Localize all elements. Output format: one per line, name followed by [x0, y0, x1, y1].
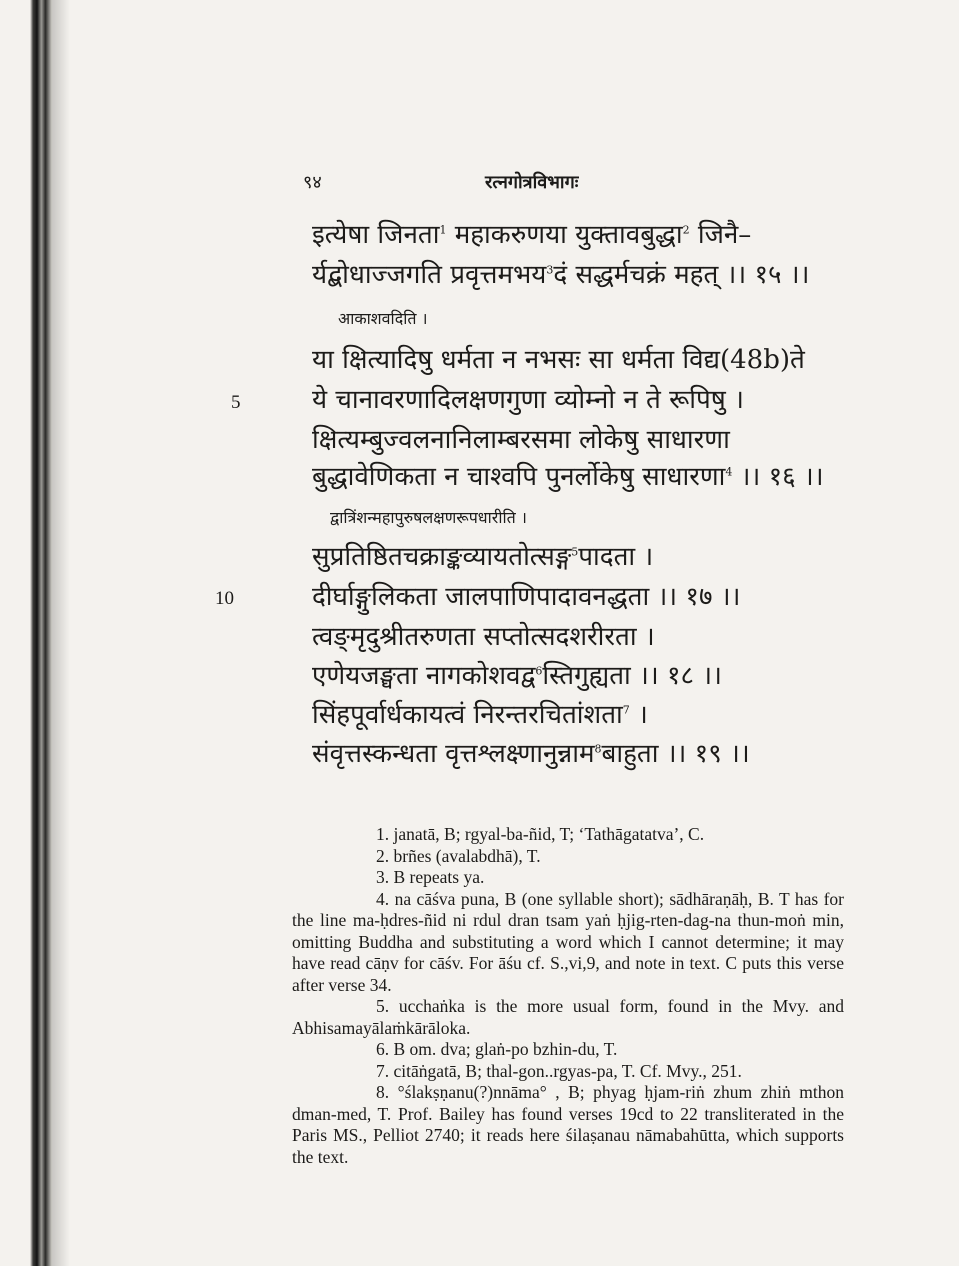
verse-line: र्यद्बोधाज्जगति प्रवृत्तमभय$^3$दं सद्धर्मचक्रं महत् ।। १५ ।।	[312, 260, 810, 290]
footnote: 2. brñes (avalabdhā), T.	[376, 845, 541, 866]
page-number: ९४	[303, 172, 322, 193]
page-header	[0, 170, 959, 200]
verse-line: या क्षित्यादिषु धर्मता न नभसः सा धर्मता विद्य(48b)ते	[312, 345, 805, 375]
margin-line-number: 5	[231, 392, 241, 413]
footnote: 4. na cāśva puna, B (one syllable short); sādhāraṇāḥ, B. T has for the line ma-ḥdres-ñid ni rdul dran tsam yaṅ ḥjig-rten-dag-na thun-moṅ min, omitting Buddha and substituting a word which I cannot determine; it may have read cāṇv for cāśv. For āśu cf. S.,vi,9, and note in text. C puts this verse after verse 34.	[292, 888, 844, 995]
footnote: 7. citāṅgatā, B; thal-gon..rgyas-pa, T. Cf. Mvy., 251.	[376, 1060, 742, 1081]
footnote: 6. B om. dva; glaṅ-po bzhin-du, T.	[376, 1039, 618, 1059]
margin-line-number: 10	[215, 588, 234, 609]
section-heading: आकाशवदिति ।	[338, 309, 428, 328]
verse-line: सुप्रतिष्ठितचक्राङ्कव्यायतोत्सङ्ग$^5$पादता ।	[312, 542, 654, 572]
footnote: 5. ucchaṅka is the more usual form, found in the Mvy. and Abhisamayālaṁkārāloka.	[292, 996, 844, 1038]
footnote: 3. B repeats ya.	[376, 867, 485, 887]
footnote: 1. janatā, B; rgyal-ba-ñid, T; ‘Tathāgatatva’, C.	[376, 824, 705, 844]
verse-line: संवृत्तस्कन्धता वृत्तश्लक्ष्णानुन्नाम$^8$बाहुता ।। १९ ।।	[312, 739, 750, 769]
footnotes	[292, 824, 844, 1168]
verse-line: इत्येषा जिनता$^1$ महाकरुणया युक्तावबुद्धा$^2$ जिनै–	[312, 220, 752, 250]
section-heading: द्वात्रिंशन्महापुरुषलक्षणरूपधारीति ।	[330, 508, 527, 527]
verse-line: त्वङ्मृदुश्रीतरुणता सप्तोत्सदशरीरता ।	[312, 622, 655, 652]
verse-line: क्षित्यम्बुज्वलनानिलाम्बरसमा लोकेषु साधारणा	[312, 425, 730, 455]
verse-line: ये चानावरणादिलक्षणगुणा व्योम्नो न ते रूपिषु ।	[312, 385, 744, 415]
verse-line: बुद्धावेणिकता न चाश्वपि पुनर्लोकेषु साधारणा$^4$ ।। १६ ।।	[312, 462, 824, 492]
footnote: 8. °ślakṣṇanu(?)nnāma° , B; phyag ḥjam-riṅ zhum zhiṅ mthon dman-med, T. Prof. Bailey has found verses 19cd to 22 transliterated in the Paris MS., Pelliot 2740; it reads here śilaṣanau nāmabahūtta, which supports the text.	[292, 1082, 844, 1167]
running-title: रत्नगोत्रविभागः	[485, 172, 579, 193]
verse-line: एणेयजङ्घता नागकोशवद्व$^6$स्तिगुह्यता ।। १८ ।।	[312, 661, 722, 691]
verse-line: दीर्घाङ्गुलिकता जालपाणिपादावनद्धता ।। १७ ।।	[312, 582, 741, 612]
verse-line: सिंहपूर्वार्धकायत्वं निरन्तरचितांशता$^7$ ।	[312, 700, 648, 730]
